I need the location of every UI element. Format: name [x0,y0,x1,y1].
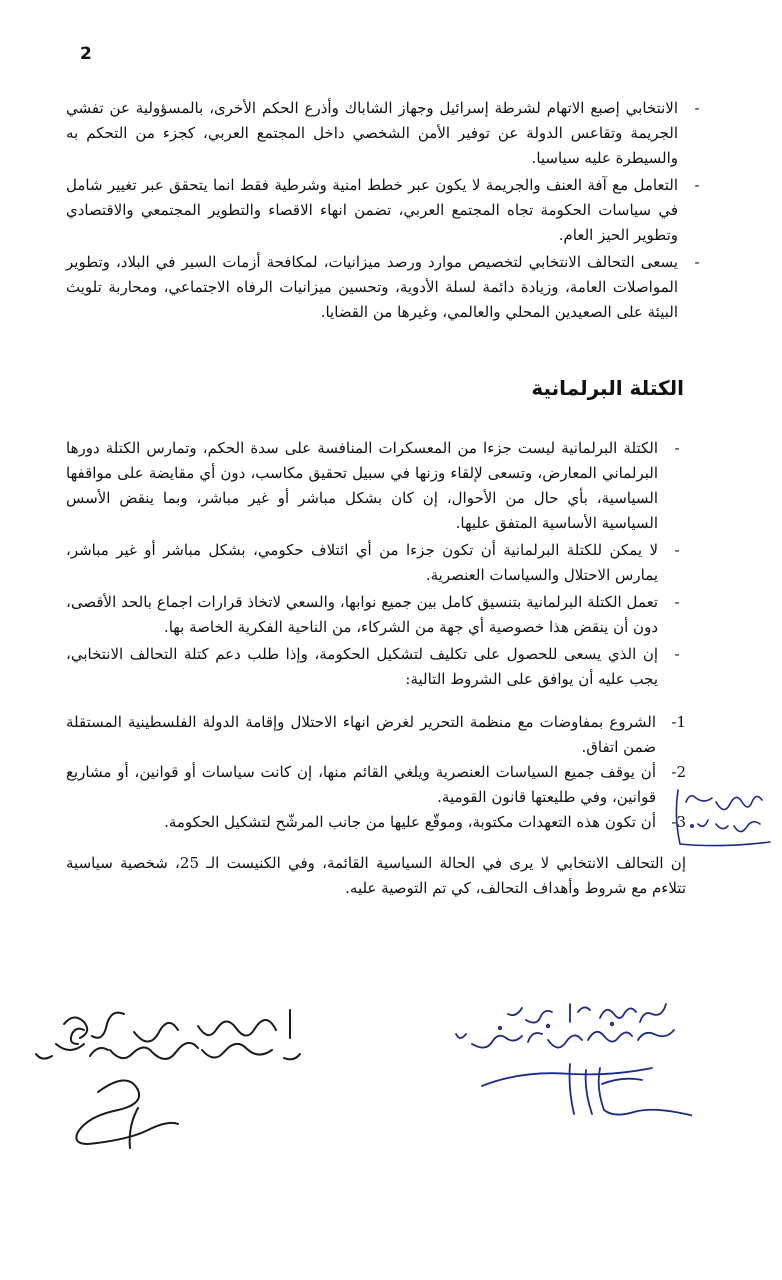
condition-item [66,810,686,835]
condition-item [66,760,686,810]
condition-text: أن تكون هذه التعهدات مكتوبة، وموقّع عليها من جانب المرشّح لتشكيل الحكومة. [164,813,656,831]
condition-number: 2- [671,763,686,781]
condition-number: 1- [671,713,686,731]
bullet-text: الكتلة البرلمانية ليست جزءا من المعسكرات المنافسة على سدة الحكم، وتمارس الكتلة دورها البرلماني المعارض، وتسعى لإلقاء وزنها في سبيل تحقيق مكاسب، دون أي مقايضة على مواقفها السياسية، بأي حال من الأحوال، إن كان بشكل مباشر أو غير مباشر، وبما ينقض الأسس السياسية الأساسية المتفق عليها. [66,439,658,532]
bullet-item [66,173,706,248]
bullet-item [66,96,706,171]
bullet-item [66,250,706,325]
signature-right [452,1000,692,1140]
spacer [66,694,686,710]
bullet-mark: - [694,99,700,117]
margin-note-handwriting [672,786,776,848]
bullet-item [66,590,686,640]
bullet-mark: - [694,253,700,271]
bullet-text: إن الذي يسعى للحصول على تكليف لتشكيل الحكومة، وإذا طلب دعم كتلة التحالف الانتخابي، يجب عليه أن يوافق على الشروط التالية: [66,645,658,688]
closing-paragraph: إن التحالف الانتخابي لا يرى في الحالة السياسية القائمة، وفي الكنيست الـ 25، شخصية سياسية تتلاءم مع شروط وأهداف التحالف، كي تم التوصية عليه. [66,854,686,897]
bullet-text: تعمل الكتلة البرلمانية بتنسيق كامل بين جميع نوابها، والسعي لاتخاذ قرارات اجماع بالحد الأقصى، دون أن ينقض هذا خصوصية أي جهة من الشركاء، من الناحية الفكرية الخاصة بها. [66,593,658,636]
condition-text: الشروع بمفاوضات مع منظمة التحرير لغرض انهاء الاحتلال وإقامة الدولة الفلسطينية المستقلة ضمن اتفاق. [66,713,656,756]
spacer [66,835,686,851]
signature-left [28,1000,318,1170]
bullet-mark: - [694,176,700,194]
bullet-item [66,642,686,692]
bullet-mark: - [674,439,680,457]
bullet-mark: - [674,541,680,559]
condition-number: 3- [671,813,686,831]
section-body [66,436,686,901]
condition-item [66,710,686,760]
bullet-mark: - [674,645,680,663]
bullet-text: يسعى التحالف الانتخابي لتخصيص موارد ورصد ميزانيات، لمكافحة أزمات السير في البلاد، وتطوير المواصلات العامة، وزيادة دائمة لسلة الأدوية، وتحسين ميزانيات الرفاه الاجتماعي، ومحاربة تلويث البيئة على الصعيدين المحلي والعالمي، وغيرها من القضايا. [66,253,678,321]
intro-bullets [66,96,706,327]
condition-text: أن يوقف جميع السياسات العنصرية ويلغي القائم منها، إن كانت سياسات أو قوانين، أو مشاريع قوانين، وفي طليعتها قانون القومية. [66,763,656,806]
section-heading: الكتلة البرلمانية [531,376,684,400]
bullet-text: الانتخابي إصبع الاتهام لشرطة إسرائيل وجهاز الشاباك وأذرع الحكم الأخرى، بالمسؤولية عن تفشي الجريمة وتقاعس الدولة عن توفير الأمن الشخصي داخل المجتمع العربي، كجزء من التحكم به والسيطرة عليه سياسيا. [66,99,679,167]
bullet-item [66,538,686,588]
bullet-mark: - [674,593,680,611]
bullet-text: لا يمكن للكتلة البرلمانية أن تكون جزءا من أي ائتلاف حكومي، بشكل مباشر أو غير مباشر، يمارس الاحتلال والسياسات العنصرية. [66,541,658,584]
bullet-text: التعامل مع آفة العنف والجريمة لا يكون عبر خطط امنية وشرطية فقط انما يتحقق عبر تغيير شامل في سياسات الحكومة تجاه المجتمع العربي، تضمن انهاء الاقصاء والتطوير المجتمعي والاقتصادي وتطوير الحيز العام. [66,176,678,244]
page-number: 2 [80,44,92,64]
bullet-item [66,436,686,536]
